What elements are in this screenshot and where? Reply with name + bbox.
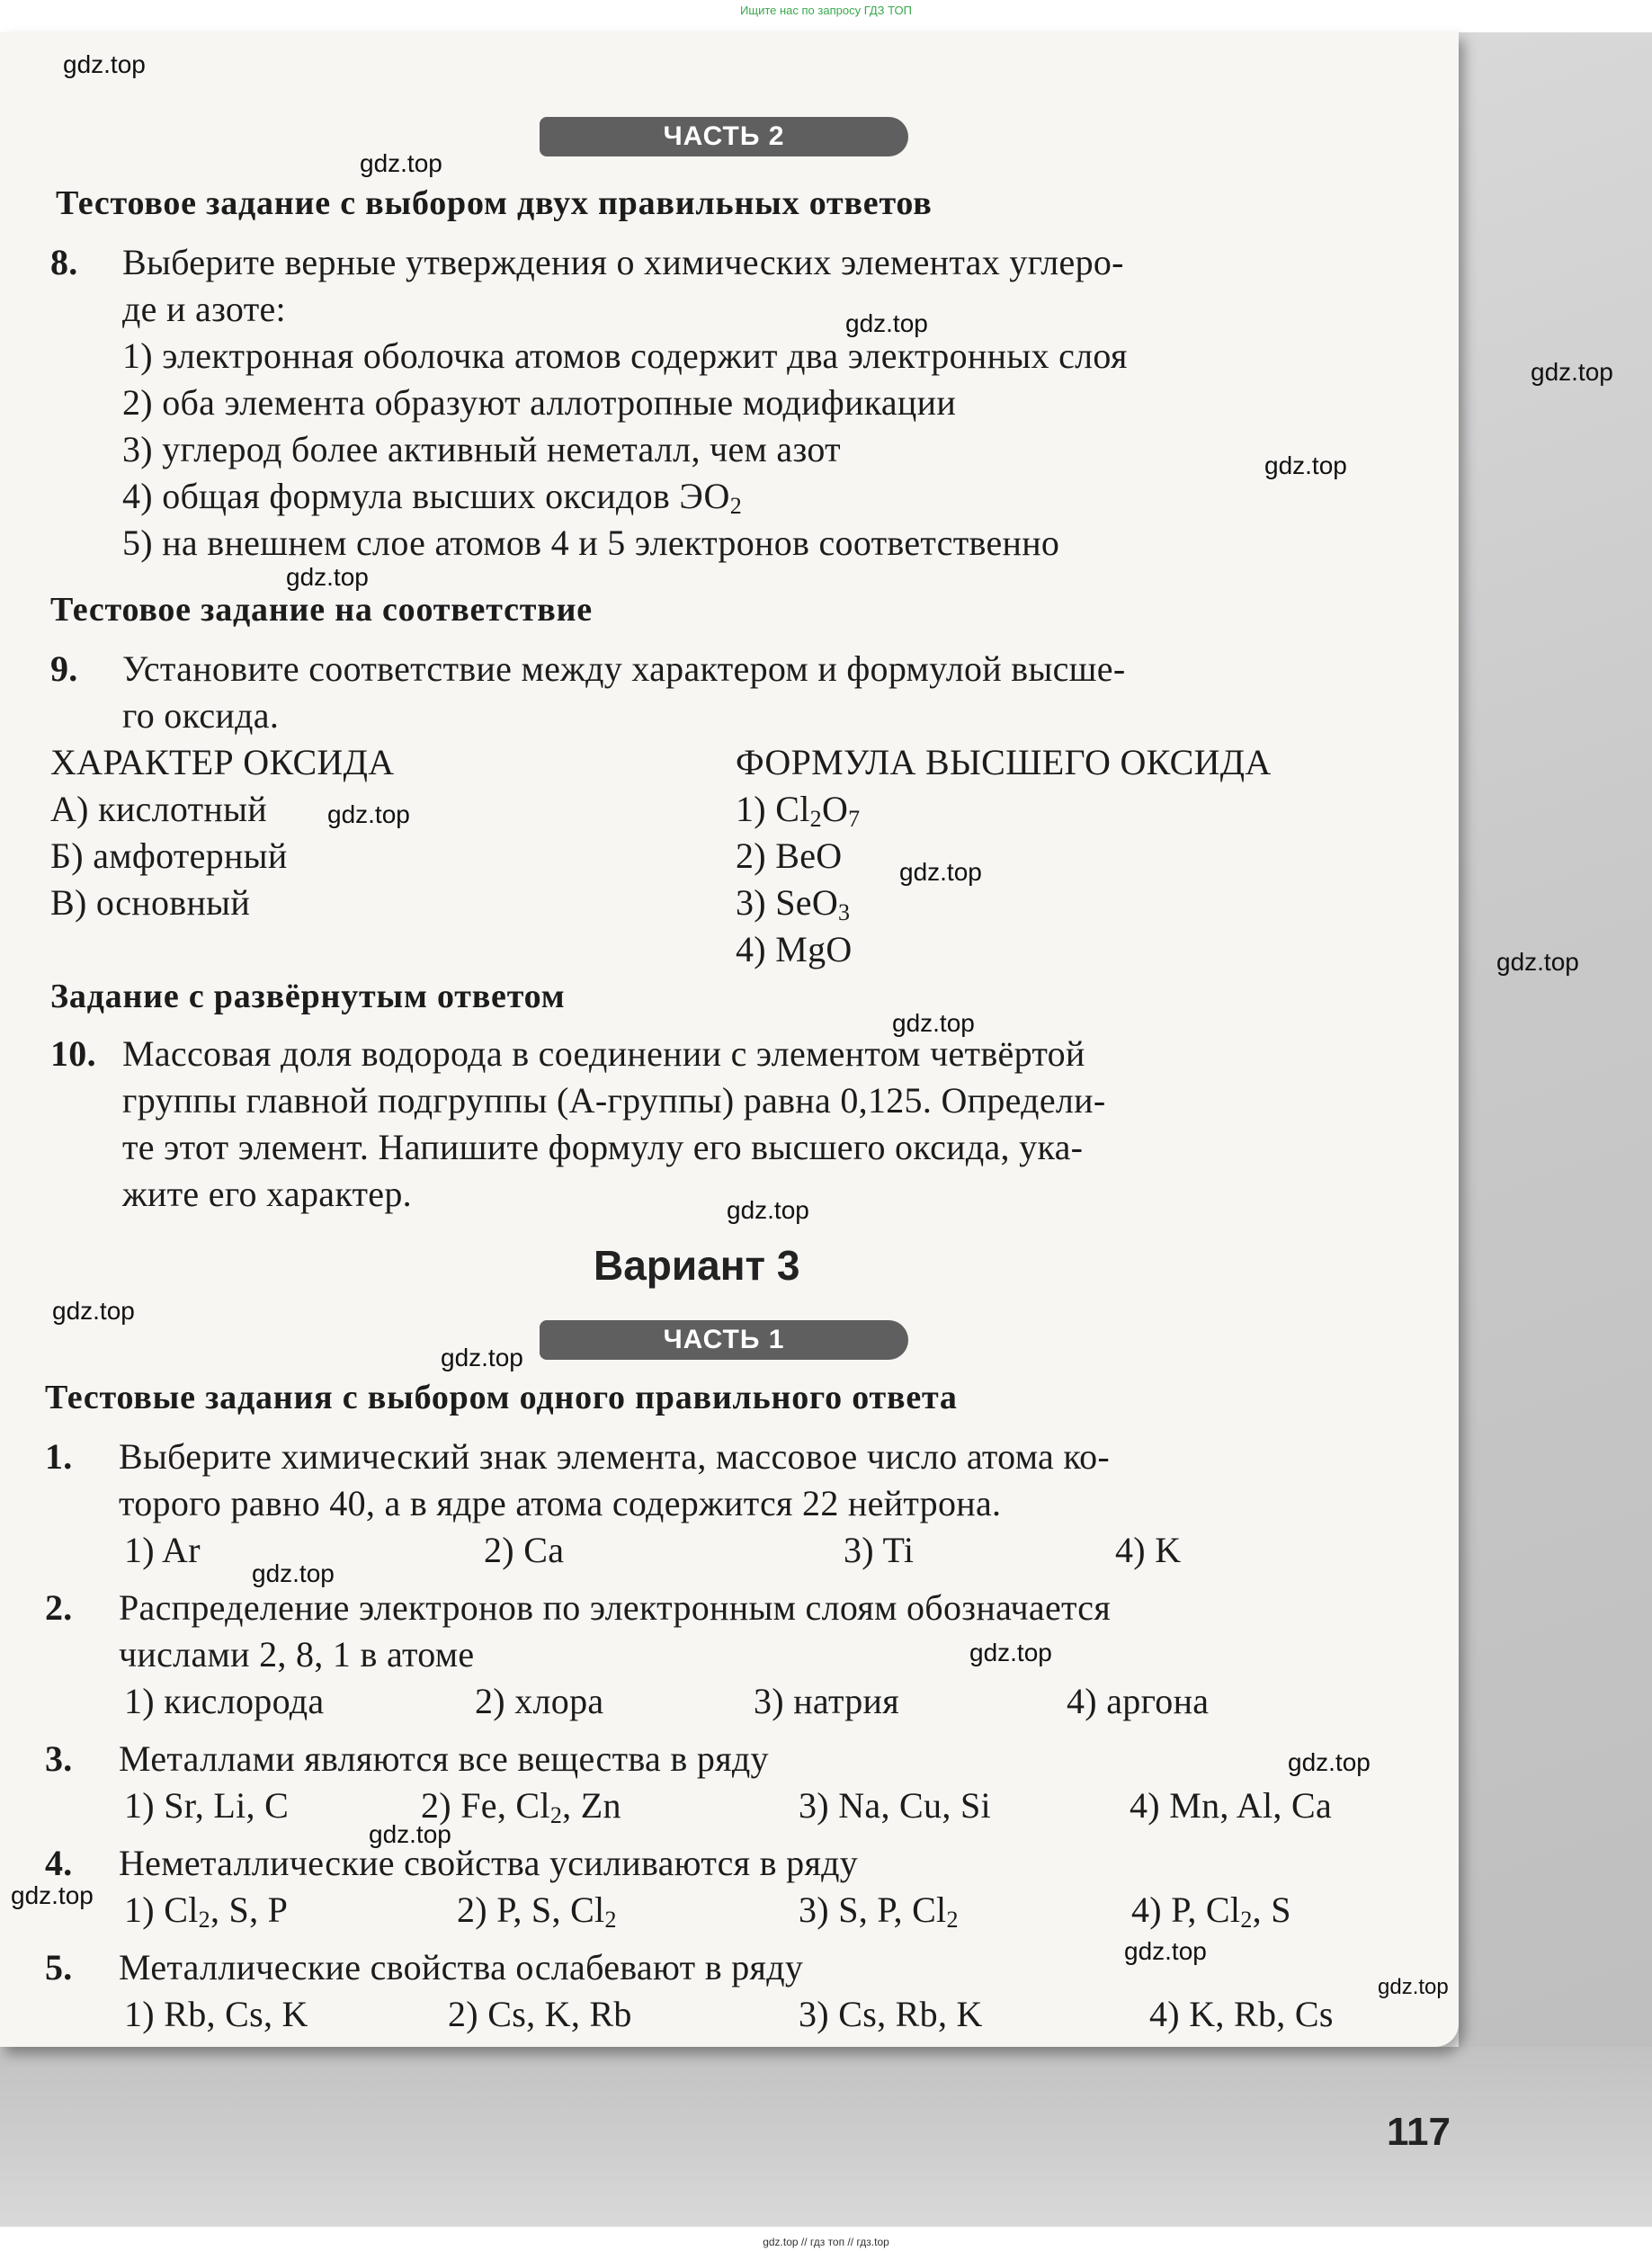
question-text: Установите соответствие между характером и формулой высше- [122,648,1126,689]
answer-option: 1) Ar [124,1530,201,1570]
question-10 [50,1031,96,1077]
part1-label: ЧАСТЬ 1 [540,1320,908,1360]
answer-option: 4) Mn, Al, Ca [1130,1785,1333,1826]
question-text: группы главной подгруппы (А-группы) равна 0,125. Определи- [122,1080,1106,1121]
answer-option: 5) на внешнем слое атомов 4 и 5 электронов соответственно [122,523,1060,563]
question-4 [45,1840,73,1887]
answer-option: 3) Ti [844,1530,915,1570]
watermark: gdz.top [252,1559,335,1587]
answer-option: 1) Rb, Cs, K [124,1994,308,2034]
answer-option: 2) Ca [484,1530,565,1570]
question-text: жите его характер. [122,1174,412,1214]
section-heading: Тестовое задание на соответствие [50,591,593,629]
answer-option: 2) хлора [475,1681,604,1721]
answer-option: 2) P, S, $Cl_2$ [457,1889,617,1933]
question-text: Металлами являются все вещества в ряду [119,1738,769,1779]
watermark: gdz.top [899,858,982,886]
answer-option: 4) K, Rb, Cs [1149,1994,1334,2034]
page-number: 117 [1387,2110,1451,2154]
match-left-item: В) основный [50,882,251,923]
watermark: gdz.top [360,149,442,177]
question-number: 9. [50,648,78,689]
question-number: 5. [45,1947,73,1987]
watermark: gdz.top [1378,1975,1449,1999]
question-text: де и азоте: [122,289,286,329]
answer-option: 1) Sr, Li, C [124,1785,290,1826]
question-2 [45,1585,73,1631]
answer-option: 4) K [1115,1530,1182,1570]
question-number: 8. [50,242,78,282]
question-text: те этот элемент. Напишите формулу его высшего оксида, ука- [122,1127,1084,1167]
answer-option: 3) S, P, $Cl_2$ [799,1889,959,1933]
question-1 [45,1434,73,1480]
variant-title: Вариант 3 [594,1242,800,1289]
match-right-item: 1) $Cl_2O_7$ [736,789,861,832]
match-left-item: А) кислотный [50,789,268,829]
section-heading: Тестовое задание с выбором двух правильных ответов [56,184,933,222]
question-text: го оксида. [122,695,280,736]
match-right-item: 2) BeO [736,835,843,876]
question-8 [50,239,78,286]
table-header-left: ХАРАКТЕР ОКСИДА [50,742,395,782]
watermark: gdz.top [11,1881,94,1909]
question-5 [45,1944,73,1991]
section-heading: Задание с развёрнутым ответом [50,978,566,1015]
answer-option: 1) $Cl_2$, S, P [124,1889,289,1933]
top-banner: Ищите нас по запросу ГДЗ ТОП [740,4,912,17]
answer-option: 4) общая формула высших оксидов $ЭО_2$ [122,476,743,519]
watermark: gdz.top [327,800,410,828]
section-heading: Тестовые задания с выбором одного правильного ответа [45,1379,958,1416]
watermark: gdz.top [1264,451,1347,479]
question-9 [50,646,78,692]
question-3 [45,1736,73,1782]
watermark: gdz.top [969,1639,1052,1666]
question-number: 1. [45,1436,73,1477]
answer-option: 3) Cs, Rb, K [799,1994,983,2034]
watermark: gdz.top [52,1297,135,1325]
match-right-item: 3) SeO$_3$ [736,882,851,925]
answer-option: 3) углерод более активный неметалл, чем азот [122,429,841,469]
watermark: gdz.top [441,1344,523,1371]
question-text: Массовая доля водорода в соединении с элементом четвёртой [122,1033,1085,1074]
question-text: Распределение электронов по электронным слоям обозначается [119,1587,1112,1628]
question-number: 3. [45,1738,73,1779]
question-number: 10. [50,1033,96,1074]
answer-option: 1) электронная оболочка атомов содержит два электронных слоя [122,335,1128,376]
question-text: торого равно 40, а в ядре атома содержится 22 нейтрона. [119,1483,1002,1523]
answer-option: 4) P, $Cl_2$, S [1131,1889,1291,1933]
question-text: Выберите химический знак элемента, массовое число атома ко- [119,1436,1111,1477]
watermark: gdz.top [369,1820,451,1848]
answer-option: 2) Fe, $Cl_2$, Zn [421,1785,621,1828]
answer-option: 2) оба элемента образуют аллотропные модификации [122,382,957,423]
answer-option: 3) натрия [754,1681,899,1721]
watermark: gdz.top [892,1009,975,1037]
answer-option: 1) кислорода [124,1681,325,1721]
watermark: gdz.top [1531,358,1613,386]
table-header-right: ФОРМУЛА ВЫСШЕГО ОКСИДА [736,742,1272,782]
question-text: Металлические свойства ослабевают в ряду [119,1947,804,1987]
watermark: gdz.top [1496,948,1579,976]
watermark: gdz.top [727,1196,809,1224]
watermark: gdz.top [1124,1937,1207,1965]
question-number: 4. [45,1843,73,1883]
answer-option: 2) Cs, K, Rb [448,1994,632,2034]
watermark: gdz.top [286,563,369,591]
question-text: Неметаллические свойства усиливаются в ряду [119,1843,859,1883]
part2-label: ЧАСТЬ 2 [540,117,908,156]
match-right-item: 4) MgO [736,929,853,969]
watermark: gdz.top [1288,1748,1371,1776]
question-text: числами 2, 8, 1 в атоме [119,1634,475,1675]
question-text: Выберите верные утверждения о химических элементах углеро- [122,242,1124,282]
answer-option: 4) аргона [1067,1681,1210,1721]
answer-option: 3) Na, Cu, Si [799,1785,991,1826]
watermark: gdz.top [63,50,146,78]
bottom-banner: gdz.top // гдз топ // гдз.top [763,2236,889,2248]
match-left-item: Б) амфотерный [50,835,288,876]
question-number: 2. [45,1587,73,1628]
watermark: gdz.top [845,309,928,337]
